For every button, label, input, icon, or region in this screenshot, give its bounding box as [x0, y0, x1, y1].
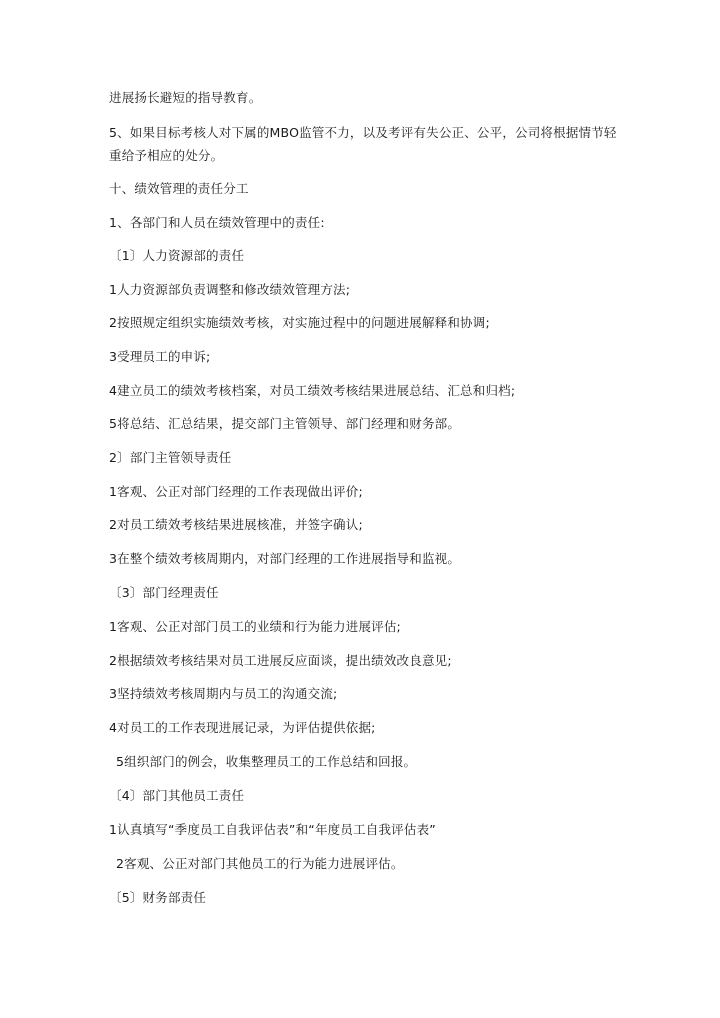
text-line-11: 5将总结、汇总结果，提交部门主管领导、部门经理和财务部。 — [109, 416, 461, 431]
text-line-23: 1认真填写“季度员工自我评估表”和“年度员工自我评估表” — [109, 822, 436, 837]
section-heading: 十、绩效管理的责任分工 — [109, 181, 249, 196]
text-line-20: 4对员工的工作表现进展记录，为评估提供依据; — [109, 720, 376, 735]
text-line-24: 2客观、公正对部门其他员工的行为能力进展评估。 — [116, 856, 404, 871]
text-line-9: 3受理员工的申诉; — [109, 349, 211, 364]
text-line-5: 1、各部门和人员在绩效管理中的责任: — [109, 215, 325, 230]
text-line-15: 3在整个绩效考核周期内，对部门经理的工作进展指导和监视。 — [109, 551, 461, 566]
text-line-13: 1客观、公正对部门经理的工作表现做出评价; — [109, 484, 363, 499]
subsection-heading-1: 〔1〕人力资源部的责任 — [109, 248, 245, 263]
text-line-10: 4建立员工的绩效考核档案，对员工绩效考核结果进展总结、汇总和归档; — [109, 383, 516, 398]
subsection-heading-3: 〔3〕部门经理责任 — [109, 585, 219, 600]
subsection-heading-5: 〔5〕财务部责任 — [109, 890, 207, 905]
text-line-18: 2根据绩效考核结果对员工进展反应面谈，提出绩效改良意见; — [109, 653, 452, 668]
text-line-3: 重给予相应的处分。 — [109, 148, 224, 163]
text-line-14: 2对员工绩效考核结果进展核准，并签字确认; — [109, 517, 363, 532]
text-line-8: 2按照规定组织实施绩效考核，对实施过程中的问题进展解释和协调; — [109, 315, 490, 330]
text-line-19: 3坚持绩效考核周期内与员工的沟通交流; — [109, 686, 338, 701]
subsection-heading-4: 〔4〕部门其他员工责任 — [109, 788, 245, 803]
text-line-21: 5组织部门的例会，收集整理员工的工作总结和回报。 — [116, 754, 417, 769]
text-line-1: 进展扬长避短的指导教育。 — [109, 90, 262, 105]
subsection-heading-2: 2〕部门主管领导责任 — [109, 450, 232, 465]
text-line-2: 5、如果目标考核人对下属的MBO监管不力，以及考评有失公正、公平，公司将根据情节轻 — [109, 125, 617, 140]
text-line-7: 1人力资源部负责调整和修改绩效管理方法; — [109, 282, 351, 297]
text-line-17: 1客观、公正对部门员工的业绩和行为能力进展评估; — [109, 619, 401, 634]
